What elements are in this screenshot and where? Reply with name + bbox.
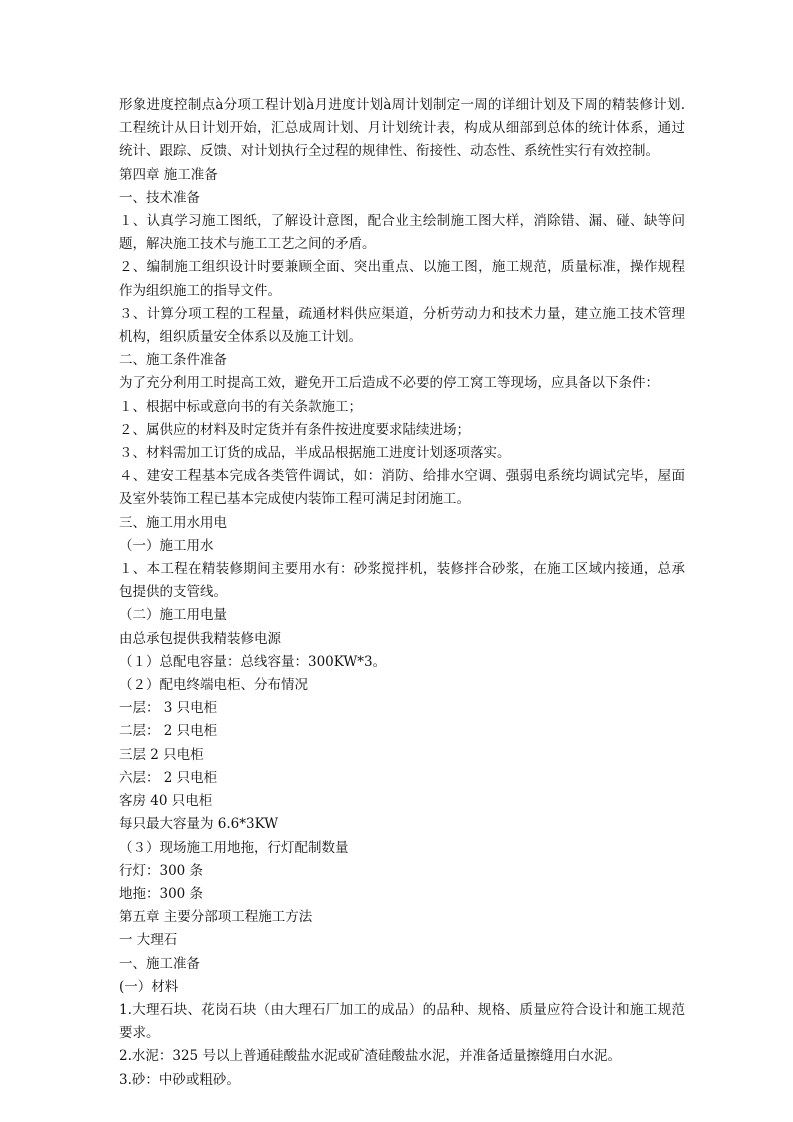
- site-condition-item-4: ４、建安工程基本完成各类管件调试，如：消防、给排水空调、强弱电系统均调试完毕，屋面及室外装饰工程已基本完成使内装饰工程可满足封闭施工。: [119, 468, 685, 508]
- site-condition-item-3: ３、材料需加工订货的成品，半成品根据施工进度计划逐项落实。: [119, 445, 511, 462]
- site-condition-item-1: １、根据中标或意向书的有关条款施工；: [119, 398, 362, 415]
- technical-item-1: １、认真学习施工图纸，了解设计意图，配合业主绘制施工图大样，消除错、漏、碰、缺等问题，解决施工技术与施工工艺之间的矛盾。: [119, 213, 685, 253]
- section-site-conditions-heading: 二、施工条件准备: [119, 352, 227, 369]
- material-item-2: 2.水泥：325 号以上普通硅酸盐水泥或矿渣硅酸盐水泥，并准备适量擦缝用白水泥。: [119, 1048, 621, 1065]
- material-item-1: 1.大理石块、花岗石块（由大理石厂加工的成品）的品种、规格、质量应符合设计和施工规范要求。: [119, 1001, 685, 1042]
- floor-3-cabinets: 三层 2 只电柜: [119, 746, 204, 763]
- chapter-5-heading: 第五章 主要分部项工程施工方法: [119, 909, 313, 926]
- power-intro: 由总承包提供我精装修电源: [119, 630, 281, 647]
- site-conditions-intro: 为了充分利用工时提高工效，避免开工后造成不必要的停工窝工等现场，应具备以下条件：: [119, 375, 659, 392]
- technical-item-2: ２、编制施工组织设计时要兼顾全面、突出重点、以施工图，施工规范，质量标准，操作规程作为组织施工的指导文件。: [119, 259, 685, 299]
- water-item-1: １、本工程在精装修期间主要用水有：砂浆搅拌机，装修拌合砂浆，在施工区域内接通，总承包提供的支管线。: [119, 561, 685, 601]
- lamp-count: 行灯：300 条: [119, 862, 204, 879]
- chapter-4-heading: 第四章 施工准备: [119, 166, 218, 183]
- document-page: [119, 94, 685, 1092]
- power-item-1: （１）总配电容量：总线容量：300KW*3。: [119, 653, 387, 670]
- drag-line-count: 地拖：300 条: [119, 885, 204, 902]
- water-subheading: （一）施工用水: [119, 537, 214, 554]
- floor-6-cabinets: 六层： 2 只电柜: [119, 769, 218, 786]
- technical-item-3: ３、计算分项工程的工程量，疏通材料供应渠道，分析劳动力和技术力量，建立施工技术管理机构，组织质量安全体系以及施工计划。: [119, 305, 685, 346]
- section-water-power-heading: 三、施工用水用电: [119, 514, 227, 531]
- site-condition-item-2: ２、属供应的材料及时定货并有条件按进度要求陆续进场；: [119, 421, 470, 438]
- marble-preparation-heading: 一、施工准备: [119, 955, 200, 972]
- power-item-2: （２）配电终端电柜、分布情况: [119, 677, 308, 694]
- intro-paragraph: 形象进度控制点à分项工程计划à月进度计划à周计划制定一周的详细计划及下周的精装修计划.工程统计从日计划开始，汇总成周计划、月计划统计表，构成从细部到总体的统计体系，通过统计、跟踪、反馈、对计划执行全过程的规律性、衔接性、动态性、系统性实行有效控制。: [119, 97, 685, 160]
- marble-heading: 一 大理石: [119, 932, 178, 949]
- floor-1-cabinets: 一层： 3 只电柜: [119, 700, 218, 717]
- power-subheading: （二）施工用电量: [119, 607, 227, 624]
- floor-2-cabinets: 二层： 2 只电柜: [119, 723, 218, 740]
- power-item-3: （３）现场施工用地拖，行灯配制数量: [119, 839, 349, 856]
- max-capacity: 每只最大容量为 6.6*3KW: [119, 816, 279, 833]
- section-technical-preparation-heading: 一、技术准备: [119, 189, 200, 206]
- guest-room-cabinets: 客房 40 只电柜: [119, 793, 213, 810]
- material-item-3: 3.砂：中砂或粗砂。: [119, 1071, 240, 1088]
- materials-subheading: (一）材料: [119, 978, 179, 995]
